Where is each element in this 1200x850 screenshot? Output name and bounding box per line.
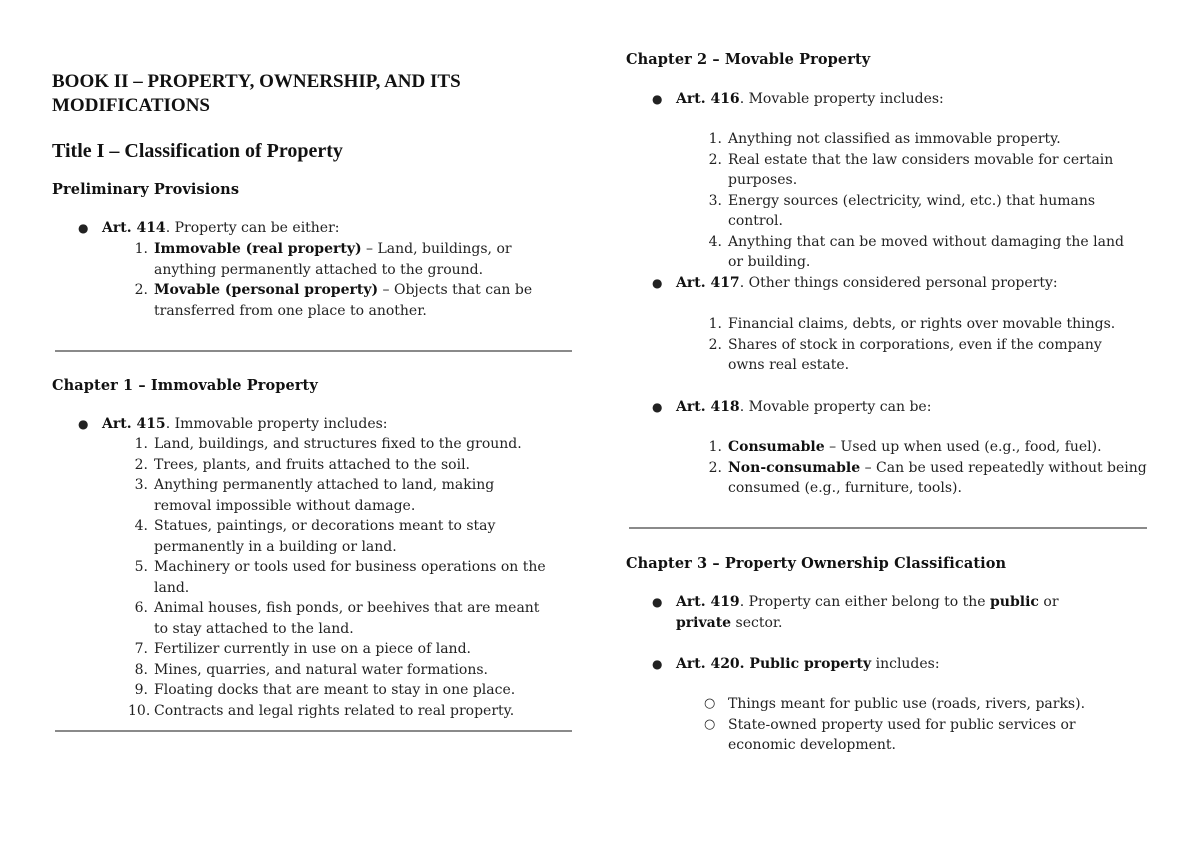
list-item: 4. Anything that can be moved without damaging the land or building. bbox=[708, 233, 1124, 270]
list-item: 8. Mines, quarries, and natural water formations. bbox=[134, 661, 488, 678]
circle-bullet-icon: ○ bbox=[704, 696, 716, 711]
list-item: 2. Non-consumable – Can be used repeatedly without being consumed (e.g., furniture, tools). bbox=[708, 459, 1147, 496]
list-item: 10. Contracts and legal rights related to real property. bbox=[128, 702, 515, 719]
list-item: 1. Land, buildings, and structures fixed to the ground. bbox=[134, 436, 522, 452]
list-item: 5. Machinery or tools used for business operations on the land. bbox=[134, 559, 546, 596]
list-item: 9. Floating docks that are meant to stay in one place. bbox=[134, 682, 516, 698]
art-label: Art. 415 bbox=[102, 416, 166, 432]
list-item: 2. Real estate that the law considers movable for certain purposes. bbox=[708, 151, 1114, 188]
art-416 bbox=[626, 89, 1148, 110]
art-419: ● Art. 419. Property can either belong to the public or private sector. bbox=[652, 594, 1059, 631]
list-item: ○ State-owned property used for public services or economic development. bbox=[704, 716, 1076, 753]
art-label: Art. 418 bbox=[676, 399, 740, 415]
chapter-3-heading: Chapter 3 – Property Ownership Classification bbox=[626, 555, 1007, 572]
list-item: ○ Things meant for public use (roads, rivers, parks). bbox=[702, 694, 1122, 715]
art-417-list bbox=[702, 314, 1122, 376]
book-title: BOOK II – PROPERTY, OWNERSHIP, AND ITS MODIFICATIONS bbox=[52, 71, 461, 116]
list-item: 2. Trees, plants, and fruits attached to the soil. bbox=[134, 456, 471, 473]
divider bbox=[629, 527, 1147, 529]
art-418 bbox=[626, 397, 1148, 418]
art-420: ● Art. 420. Public property includes: bbox=[626, 654, 1148, 675]
divider bbox=[55, 730, 572, 732]
bullet-icon: ● bbox=[652, 400, 663, 414]
art-420-list bbox=[702, 694, 1122, 756]
art-label: Art. 417 bbox=[676, 275, 740, 291]
art-text: . Other things considered personal property: bbox=[739, 275, 1058, 291]
bullet-icon: ● bbox=[78, 417, 89, 431]
chapter-2-heading: Chapter 2 – Movable Property bbox=[626, 51, 871, 68]
art-text: . Immovable property includes: bbox=[165, 416, 388, 432]
art-416-list bbox=[702, 129, 1148, 273]
art-415 bbox=[52, 414, 572, 435]
art-label: Art. 420. bbox=[676, 656, 745, 672]
art-text: . Property can be either: bbox=[165, 220, 340, 236]
art-414-list bbox=[128, 239, 558, 321]
art-414 bbox=[52, 218, 572, 239]
list-item: 1. Financial claims, debts, or rights over movable things. bbox=[708, 316, 1116, 332]
list-item: 1. Anything not classified as immovable property. bbox=[708, 131, 1061, 147]
art-418-list bbox=[702, 437, 1148, 499]
art-label: Art. 416 bbox=[676, 91, 740, 107]
list-item: 2. Shares of stock in corporations, even if the company owns real estate. bbox=[708, 336, 1102, 373]
list-item: 1. Immovable (real property) – Land, buildings, or anything permanently attached to the ground. bbox=[134, 241, 512, 278]
chapter-1-heading: Chapter 1 – Immovable Property bbox=[52, 377, 318, 394]
divider bbox=[55, 350, 572, 352]
circle-bullet-icon: ○ bbox=[704, 716, 716, 732]
list-item: 6. Animal houses, fish ponds, or beehives that are meant to stay attached to the land. bbox=[134, 600, 540, 637]
art-417 bbox=[626, 273, 1148, 294]
bullet-icon: ● bbox=[652, 657, 663, 671]
bullet-icon: ● bbox=[652, 92, 663, 106]
bullet-icon: ● bbox=[652, 595, 663, 609]
art-label: Art. 414 bbox=[102, 220, 166, 236]
art-label: Art. 419 bbox=[676, 594, 740, 610]
preliminary-heading: Preliminary Provisions bbox=[52, 181, 240, 198]
art-text: . Movable property includes: bbox=[739, 91, 944, 107]
list-item: 7. Fertilizer currently in use on a piece of land. bbox=[134, 641, 471, 657]
list-item: 3. Energy sources (electricity, wind, etc.) that humans control. bbox=[708, 192, 1096, 229]
art-415-list bbox=[128, 434, 572, 721]
art-text: . Movable property can be: bbox=[739, 399, 932, 415]
list-item: 2. Movable (personal property) – Objects that can be transferred from one place to another. bbox=[134, 282, 533, 319]
title-heading: Title I – Classification of Property bbox=[52, 140, 343, 162]
bullet-icon: ● bbox=[652, 276, 663, 290]
bullet-icon: ● bbox=[78, 221, 89, 235]
list-item: 4. Statues, paintings, or decorations meant to stay permanently in a building or land. bbox=[134, 518, 496, 555]
list-item: 3. Anything permanently attached to land, making removal impossible without damage. bbox=[134, 477, 495, 514]
list-item: 1. Consumable – Used up when used (e.g., food, fuel). bbox=[708, 439, 1102, 455]
